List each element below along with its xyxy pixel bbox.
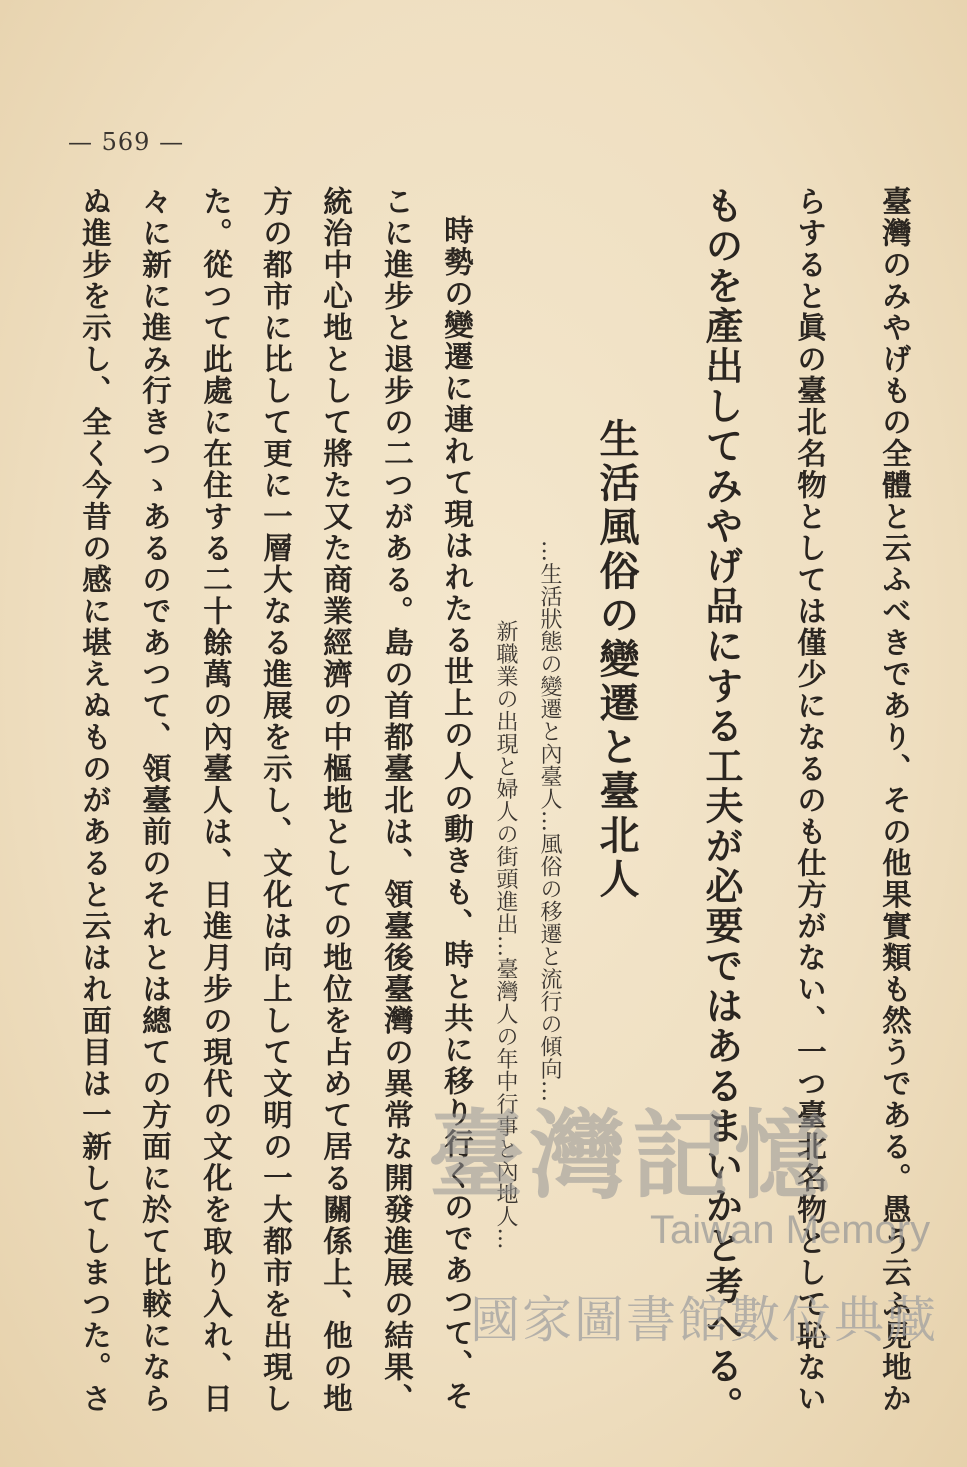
text-column: 々に新に進み行きつゝあるのであつて、領臺前のそれとは總ての方面に於て比較になら <box>138 186 173 1415</box>
subheading-line: 新職業の出現と婦人の街頭進出…臺灣人の年中行事と內地人… <box>493 620 518 1250</box>
watermark-latin: Taiwan Memory <box>650 1208 931 1252</box>
text-column: らすると眞の臺北名物としては僅少になるのも仕方がない、一つ臺北名物として恥ない <box>793 186 828 1415</box>
subheading-line: …生活狀態の變遷と內臺人…風俗の移遷と流行の傾向… <box>537 540 562 1103</box>
section-heading: 生活風俗の變遷と臺北人 <box>593 418 640 902</box>
watermark-org: 國家圖書館數位典藏 <box>470 1291 938 1349</box>
text-column: 時勢の變遷に連れて現はれたる世上の人の動きも、時と共に移り行くのであつて、そ <box>440 215 475 1412</box>
text-column: ぬ進步を示し、全く今昔の感に堪えぬものがあると云はれ面目は一新してしまつた。さ <box>78 186 113 1415</box>
text-column: た。從つて此處に在住する二十餘萬の內臺人は、日進月步の現代の文化を取り入れ、日 <box>199 186 234 1415</box>
text-column: 臺灣のみやげもの全體と云ふべきであり、その他果實類も然うである。愚う云ふ見地か <box>878 186 913 1415</box>
text-column: 方の都市に比して更に一層大なる進展を示し、文化は向上して文明の一大都市を出現し <box>259 186 294 1415</box>
text-column: こに進步と退步の二つがある。島の首都臺北は、領臺後臺灣の異常な開發進展の結果、 <box>380 186 415 1415</box>
page-number: — 569 — <box>68 128 185 156</box>
text-column: ものを產出してみやげ品にする工夫が必要ではあるまいかと考へる。 <box>699 186 744 1426</box>
watermark-calligraphy: 臺灣記憶 <box>428 1099 836 1212</box>
text-column: 統治中心地として將た又た商業經濟の中樞地としての地位を占めて居る關係上、他の地 <box>319 186 354 1415</box>
